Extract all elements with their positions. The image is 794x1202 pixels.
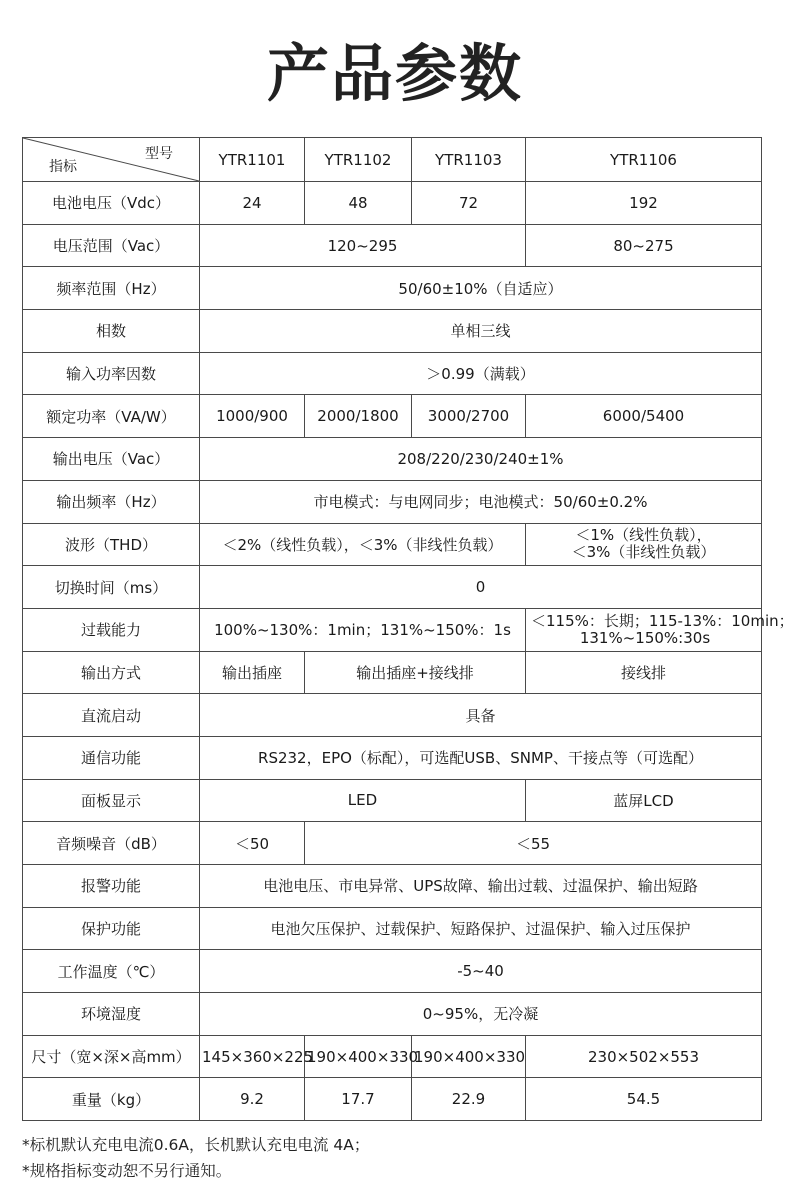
- cell-value: 电池电压、市电异常、UPS故障、输出过载、过温保护、输出短路: [200, 865, 762, 908]
- cell-value: 0: [200, 566, 762, 609]
- row-label: 输出频率（Hz）: [23, 480, 200, 523]
- table-row: [23, 865, 762, 908]
- cell-line: 131%~150%:30s: [579, 628, 711, 647]
- row-label: 波形（THD）: [23, 523, 200, 566]
- table-row: [23, 310, 762, 353]
- cell-value: 190×400×330: [305, 1035, 412, 1078]
- table-row: [23, 651, 762, 694]
- cell-value: RS232，EPO（标配），可选配USB、SNMP、干接点等（可选配）: [200, 736, 762, 779]
- footnotes: [22, 1132, 369, 1184]
- row-label: 电池电压（Vdc）: [23, 182, 200, 225]
- row-label: 工作温度（℃）: [23, 950, 200, 993]
- page-title: 产品参数: [266, 37, 523, 110]
- table-row: [23, 608, 762, 651]
- table-row: [23, 523, 762, 566]
- header-corner-cell: [23, 138, 200, 182]
- row-label: 报警功能: [23, 865, 200, 908]
- table-row: [23, 1078, 762, 1121]
- cell-value: 17.7: [305, 1078, 412, 1121]
- table-row: [23, 993, 762, 1036]
- row-label: 输入功率因数: [23, 352, 200, 395]
- cell-value: 0~95%，无冷凝: [200, 993, 762, 1036]
- table-row: [23, 950, 762, 993]
- row-label: 重量（kg）: [23, 1078, 200, 1121]
- cell-value: 蓝屏LCD: [526, 779, 762, 822]
- table-row: [23, 480, 762, 523]
- cell-value: 单相三线: [200, 310, 762, 353]
- table-row: [23, 395, 762, 438]
- cell-value: ＜50: [200, 822, 305, 865]
- cell-value: 24: [200, 182, 305, 225]
- cell-value: 192: [526, 182, 762, 225]
- row-label: 额定功率（VA/W）: [23, 395, 200, 438]
- cell-line: ＜115%：长期；115-13%：10min；: [531, 611, 794, 630]
- cell-value: ＞0.99（满载）: [200, 352, 762, 395]
- cell-value: 208/220/230/240±1%: [200, 438, 762, 481]
- cell-value: [526, 608, 794, 651]
- cell-value: 54.5: [526, 1078, 762, 1121]
- row-label: 环境湿度: [23, 993, 200, 1036]
- cell-value: ＜55: [305, 822, 762, 865]
- row-label: 尺寸（宽×深×高mm）: [23, 1035, 200, 1078]
- row-label: 通信功能: [23, 736, 200, 779]
- model-header: YTR1106: [526, 138, 762, 182]
- table-row: [23, 694, 762, 737]
- row-label: 过载能力: [23, 608, 200, 651]
- cell-value: 具备: [200, 694, 762, 737]
- cell-value: 80~275: [526, 224, 762, 267]
- table-row: [23, 822, 762, 865]
- cell-value: ＜2%（线性负载），＜3%（非线性负载）: [200, 523, 526, 566]
- row-label: 保护功能: [23, 907, 200, 950]
- cell-value: 9.2: [200, 1078, 305, 1121]
- row-label: 电压范围（Vac）: [23, 224, 200, 267]
- cell-value: 72: [412, 182, 526, 225]
- table-row: [23, 224, 762, 267]
- table-row: [23, 267, 762, 310]
- model-header: YTR1102: [305, 138, 412, 182]
- row-label: 面板显示: [23, 779, 200, 822]
- table-row: [23, 352, 762, 395]
- cell-value: 2000/1800: [305, 395, 412, 438]
- row-label: 输出电压（Vac）: [23, 438, 200, 481]
- cell-value: 145×360×225: [200, 1035, 305, 1078]
- row-label: 直流启动: [23, 694, 200, 737]
- spec-table: [22, 137, 794, 1121]
- table-row: [23, 438, 762, 481]
- cell-value: 120~295: [200, 224, 526, 267]
- table-row: [23, 182, 762, 225]
- cell-value: -5~40: [200, 950, 762, 993]
- cell-line: ＜3%（非线性负载）: [571, 543, 716, 562]
- row-label: 切换时间（ms）: [23, 566, 200, 609]
- cell-value: 输出插座: [200, 651, 305, 694]
- cell-value: 市电模式：与电网同步；电池模式：50/60±0.2%: [200, 480, 762, 523]
- table-row: [23, 907, 762, 950]
- cell-line: ＜1%（线性负载），: [575, 526, 712, 545]
- cell-value: 100%~130%：1min；131%~150%：1s: [200, 608, 526, 651]
- cell-value: 电池欠压保护、过载保护、短路保护、过温保护、输入过压保护: [200, 907, 762, 950]
- table-row: [23, 566, 762, 609]
- cell-value: 输出插座+接线排: [305, 651, 526, 694]
- row-label: 相数: [23, 310, 200, 353]
- cell-value: LED: [200, 779, 526, 822]
- model-header: YTR1103: [412, 138, 526, 182]
- table-header-row: [23, 138, 762, 182]
- cell-value: 6000/5400: [526, 395, 762, 438]
- table-row: [23, 736, 762, 779]
- cell-value: 48: [305, 182, 412, 225]
- cell-value: 230×502×553: [526, 1035, 762, 1078]
- cell-value: 1000/900: [200, 395, 305, 438]
- row-label: 输出方式: [23, 651, 200, 694]
- table-row: [23, 779, 762, 822]
- cell-value: [526, 523, 762, 566]
- cell-value: 50/60±10%（自适应）: [200, 267, 762, 310]
- row-label: 音频噪音（dB）: [23, 822, 200, 865]
- cell-value: 接线排: [526, 651, 762, 694]
- cell-value: 190×400×330: [412, 1035, 526, 1078]
- model-header: YTR1101: [200, 138, 305, 182]
- index-label: 指标: [49, 159, 77, 175]
- cell-value: 22.9: [412, 1078, 526, 1121]
- table-row: [23, 1035, 762, 1078]
- footnote: *规格指标变动恕不另行通知。: [22, 1162, 232, 1180]
- cell-value: 3000/2700: [412, 395, 526, 438]
- footnote: *标机默认充电电流0.6A，长机默认充电电流 4A；: [22, 1136, 370, 1154]
- row-label: 频率范围（Hz）: [23, 267, 200, 310]
- model-label: 型号: [145, 146, 173, 162]
